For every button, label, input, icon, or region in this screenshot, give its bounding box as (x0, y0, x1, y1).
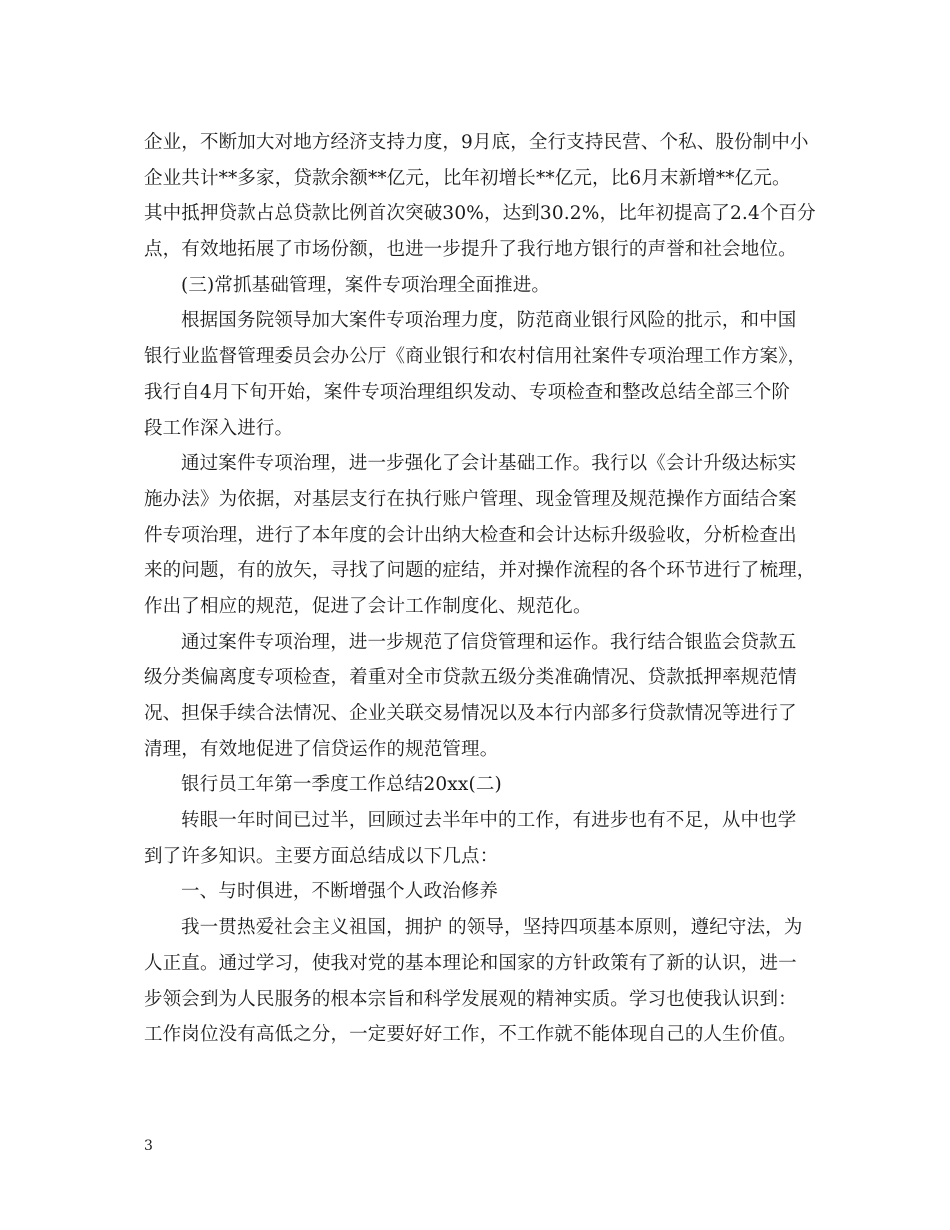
text-line: 银行业监督管理委员会办公厅《商业银行和农村信用社案件专项治理工作方案》， (144, 346, 807, 368)
section-heading: 一、与时俱进，不断增强个人政治修养 (181, 881, 499, 903)
text-line: 点，有效地拓展了市场份额，也进一步提升了我行地方银行的声誉和社会地位。 (144, 239, 797, 261)
text-line: 级分类偏离度专项检查，着重对全市贷款五级分类准确情况、贷款抵押率规范情 (144, 667, 797, 689)
text-line: 况、担保手续合法情况、企业关联交易情况以及本行内部多行贷款情况等进行了 (144, 703, 797, 724)
text-line: 根据国务院领导加大案件专项治理力度，防范商业银行风险的批示，和中国 (181, 310, 797, 332)
text-line: 人正直。通过学习，使我对党的基本理论和国家的方针政策有了新的认识，进一 (144, 952, 797, 974)
text-line: 工作岗位没有高低之分，一定要好好工作，不工作就不能体现自己的人生价值。 (144, 1024, 797, 1046)
text-line: 转眼一年时间已过半，回顾过去半年中的工作，有进步也有不足，从中也学 (181, 810, 797, 832)
text-line: 段工作深入进行。 (144, 417, 294, 439)
document-body (144, 125, 814, 1053)
text-line: 件专项治理，进行了本年度的会计出纳大检查和会计达标升级验收，分析检查出 (144, 524, 797, 546)
text-line: 企业共计**多家，贷款余额**亿元，比年初增长**亿元，比6月末新增**亿元。 (144, 167, 791, 189)
page-number: 3 (144, 1138, 153, 1154)
text-line: 企业，不断加大对地方经济支持力度，9月底，全行支持民营、个私、股份制中小 (144, 132, 809, 153)
section-heading: (三)常抓基础管理，案件专项治理全面推进。 (181, 274, 551, 296)
text-line: 清理，有效地促进了信贷运作的规范管理。 (144, 738, 499, 760)
section-title: 银行员工年第一季度工作总结20xx(二) (181, 774, 502, 796)
text-line: 我行自4月下旬开始，案件专项治理组织发动、专项检查和整改总结全部三个阶 (144, 381, 791, 403)
text-line: 作出了相应的规范，促进了会计工作制度化、规范化。 (144, 595, 592, 617)
text-line: 施办法》为依据，对基层支行在执行账户管理、现金管理及规范操作方面结合案 (144, 488, 797, 510)
text-line: 来的问题，有的放矢，寻找了问题的症结，并对操作流程的各个环节进行了梳理， (144, 560, 816, 582)
text-line: 到了许多知识。主要方面总结成以下几点： (144, 845, 499, 867)
text-line: 其中抵押贷款占总贷款比例首次突破30%，达到30.2%，比年初提高了2.4个百分 (144, 203, 816, 225)
text-line: 通过案件专项治理，进一步规范了信贷管理和运作。我行结合银监会贷款五 (181, 631, 797, 653)
text-line: 通过案件专项治理，进一步强化了会计基础工作。我行以《会计升级达标实 (181, 453, 797, 475)
text-line: 我一贯热爱社会主义祖国，拥护 的领导，坚持四项基本原则，遵纪守法，为 (181, 917, 803, 939)
text-line: 步领会到为人民服务的根本宗旨和科学发展观的精神实质。学习也使我认识到： (144, 988, 797, 1010)
